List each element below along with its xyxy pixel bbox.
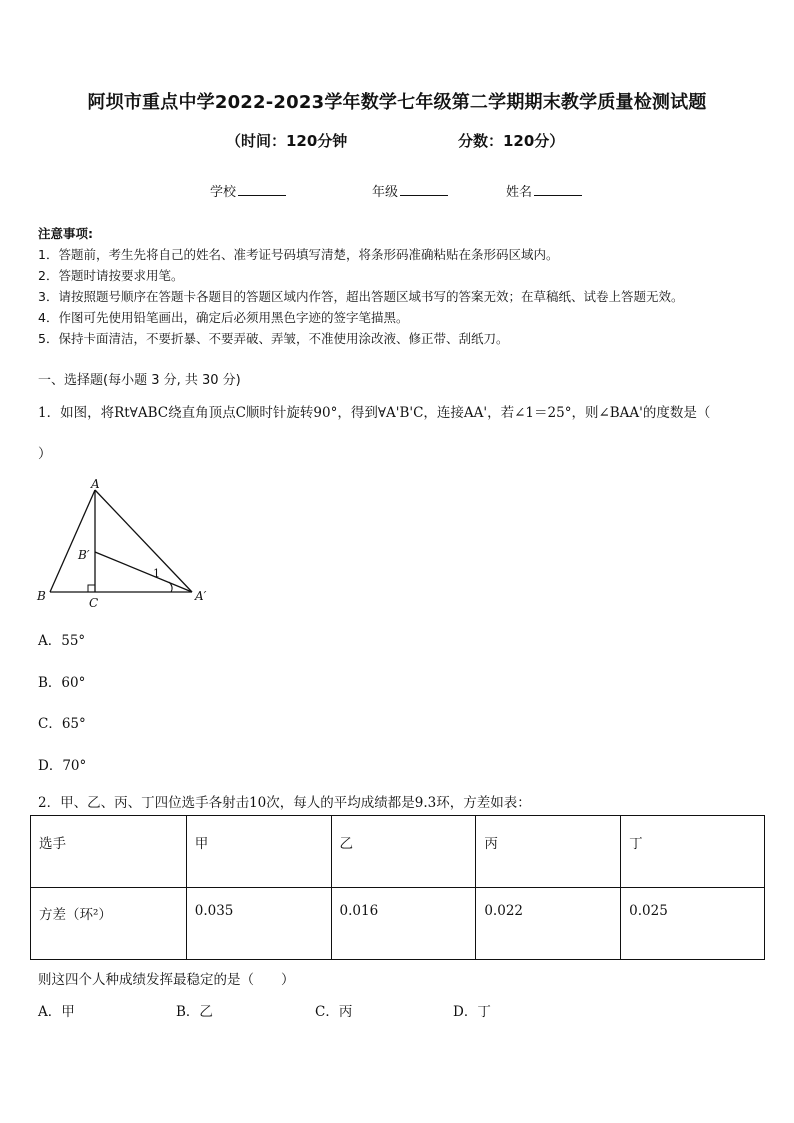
- name-blank[interactable]: [534, 183, 582, 196]
- q1-option-d[interactable]: D．70°: [38, 758, 87, 774]
- notice-item: 5．保持卡面清洁，不要折暴、不要弄破、弄皱，不准使用涂改液、修正带、刮纸刀。: [38, 331, 509, 346]
- label-angle-1: 1: [153, 567, 160, 580]
- q1-triangle-figure: [30, 475, 220, 615]
- table-header-cell: 乙: [331, 816, 476, 888]
- table-cell: 0.035: [186, 888, 331, 960]
- q1-stem-end: ）: [38, 446, 52, 462]
- notice-item: 4．作图可先使用铅笔画出，确定后必须用黑色字迹的签字笔描黑。: [38, 310, 409, 325]
- notice-item: 3．请按照题号顺序在答题卡各题目的答题区域内作答，超出答题区域书写的答案无效；在草稿纸、试卷上答题无效。: [38, 289, 684, 304]
- page-title: 阿坝市重点中学2022-2023学年数学七年级第二学期期末教学质量检测试题: [87, 92, 707, 113]
- exam-score: 分数：120分）: [458, 132, 565, 150]
- label-A: A: [91, 477, 100, 491]
- variance-table: [30, 815, 765, 960]
- table-header-cell: 选手: [31, 816, 187, 888]
- table-header-cell: 丁: [621, 816, 765, 888]
- q1-option-b[interactable]: B．60°: [38, 675, 86, 691]
- grade-field: [372, 181, 448, 200]
- q2-option-a[interactable]: A．甲: [38, 1004, 75, 1020]
- exam-time: （时间：120分钟: [226, 132, 348, 150]
- grade-blank[interactable]: [400, 183, 448, 196]
- right-angle-mark: [88, 585, 95, 592]
- table-header-cell: 丙: [476, 816, 621, 888]
- q2-option-c[interactable]: C．丙: [315, 1004, 353, 1020]
- grade-label: 年级: [372, 185, 399, 200]
- name-label: 姓名: [506, 185, 533, 200]
- school-field: [210, 181, 286, 200]
- label-C: C: [89, 596, 99, 610]
- table-row: [31, 816, 765, 888]
- side-AA-prime: [95, 490, 192, 592]
- table-cell: 0.016: [331, 888, 476, 960]
- notice-item: 2．答题时请按要求用笔。: [38, 268, 184, 283]
- table-cell: 0.022: [476, 888, 621, 960]
- q1-option-c[interactable]: C．65°: [38, 716, 86, 732]
- label-A-prime: A′: [195, 589, 207, 603]
- q2-option-b[interactable]: B．乙: [176, 1004, 213, 1020]
- q1-option-a[interactable]: A．55°: [38, 633, 86, 649]
- label-B: B: [37, 589, 46, 603]
- table-row: [31, 888, 765, 960]
- school-label: 学校: [210, 185, 237, 200]
- school-blank[interactable]: [238, 183, 286, 196]
- q1-stem: 1．如图，将Rt∀ABC绕直角顶点C顺时针旋转90°，得到∀A'B'C，连接AA'，若∠1＝25°，则∠BAA'的度数是（: [38, 405, 711, 421]
- side-AB: [50, 490, 95, 592]
- notice-heading: 注意事项:: [38, 226, 93, 241]
- q2-option-d[interactable]: D．丁: [453, 1004, 491, 1020]
- table-header-cell: 甲: [186, 816, 331, 888]
- name-field: [506, 181, 582, 200]
- q2-question: 则这四个人种成绩发挥最稳定的是（ ）: [38, 972, 295, 988]
- side-B-prime-A-prime: [95, 552, 192, 592]
- label-B-prime: B′: [78, 548, 90, 562]
- notice-item: 1．答题前，考生先将自己的姓名、准考证号码填写清楚，将条形码准确粘贴在条形码区域内。: [38, 247, 559, 262]
- section-heading: 一、选择题(每小题 3 分, 共 30 分): [38, 373, 241, 388]
- table-row-label: 方差（环²）: [31, 888, 187, 960]
- table-cell: 0.025: [621, 888, 765, 960]
- q2-stem: 2．甲、乙、丙、丁四位选手各射击10次，每人的平均成绩都是9.3环，方差如表：: [38, 795, 531, 811]
